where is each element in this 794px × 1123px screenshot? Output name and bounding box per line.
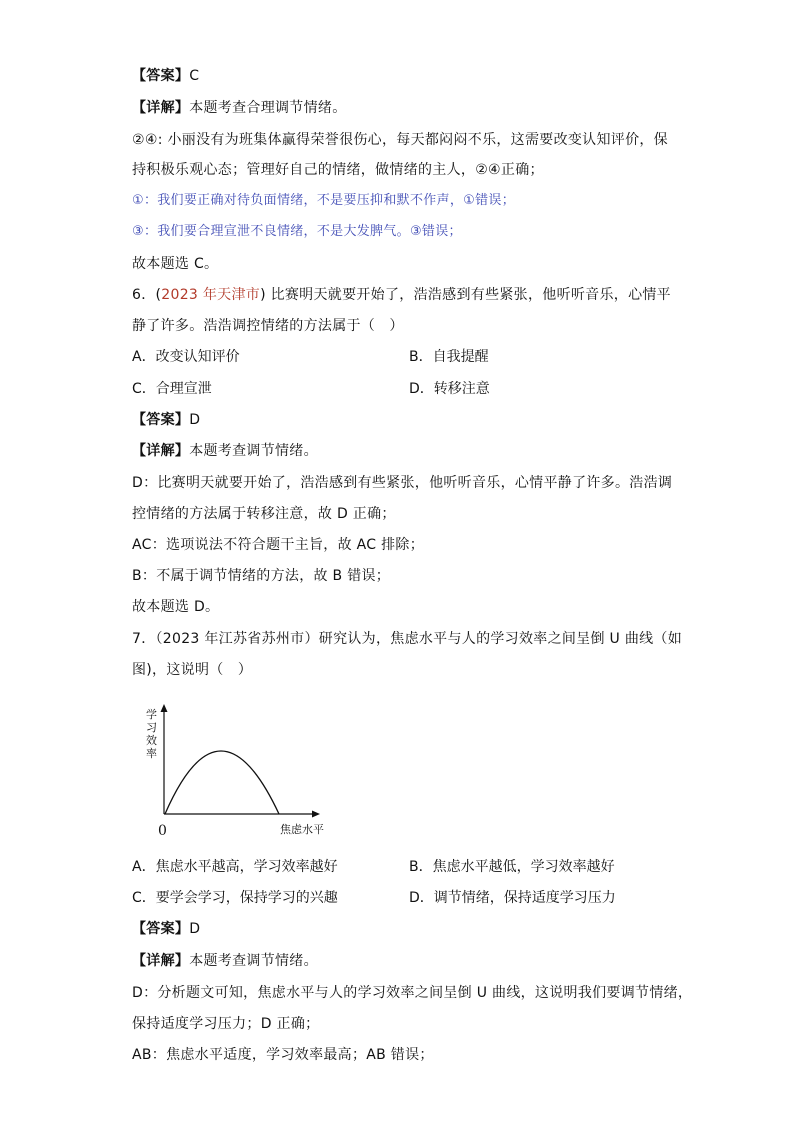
detail-text: AC：选项说法不符合题干主旨，故 AC 排除； — [132, 537, 425, 553]
option-a: A．改变认知评价 — [132, 349, 240, 365]
y-axis-arrow — [161, 704, 168, 712]
detail-text: D：分析题文可知，焦虑水平与人的学习效率之间呈倒 U 曲线，这说明我们要调节情绪， — [132, 985, 693, 1001]
question-stem-text: 7．（2023 年江苏省苏州市）研究认为，焦虑水平与人的学习效率之间呈倒 U 曲线（如 — [132, 631, 683, 647]
detail-label: 【详解】 — [132, 100, 190, 116]
y-axis-label-char: 习 — [146, 721, 157, 734]
detail-intro: 本题考查合理调节情绪。 — [189, 100, 347, 116]
origin-label: 0 — [158, 823, 167, 839]
answer-label: 【答案】 — [132, 412, 190, 428]
curve-line — [165, 751, 279, 814]
answer-label: 【答案】 — [132, 921, 190, 937]
question-stem-text: 图)，这说明（ ） — [132, 662, 253, 678]
detail-text: AB：焦虑水平适度，学习效率最高；AB 错误； — [132, 1047, 434, 1063]
figure-svg — [142, 702, 342, 842]
answer-value: C — [189, 68, 200, 84]
detail-label: 【详解】 — [132, 443, 190, 459]
question-stem-text: ) 比赛明天就要开始了，浩浩感到有些紧张，他听听音乐，心情平 — [260, 287, 671, 303]
question-source: 2023 年天津市 — [161, 287, 261, 303]
detail-text: 控情绪的方法属于转移注意，故 D 正确； — [132, 506, 396, 522]
option-b: B．自我提醒 — [409, 349, 489, 365]
detail-text: 持积极乐观心态；管理好自己的情绪，做情绪的主人，②④正确； — [132, 162, 544, 178]
detail-note: ③：我们要合理宣泄不良情绪，不是大发脾气。③错误； — [132, 224, 462, 239]
answer-value: D — [189, 412, 201, 428]
answer-line — [132, 66, 199, 86]
detail-text: B：不属于调节情绪的方法，故 B 错误； — [132, 568, 391, 584]
detail-intro: 本题考查调节情绪。 — [189, 953, 318, 969]
conclusion: 故本题选 C。 — [132, 256, 219, 272]
detail-line — [132, 951, 318, 971]
detail-label: 【详解】 — [132, 953, 190, 969]
y-axis-label-char: 学 — [146, 708, 157, 721]
answer-label: 【答案】 — [132, 68, 190, 84]
option-d: D．调节情绪，保持适度学习压力 — [409, 890, 616, 906]
option-d: D．转移注意 — [409, 381, 490, 397]
answer-value: D — [189, 921, 201, 937]
option-a: A．焦虑水平越高，学习效率越好 — [132, 859, 338, 875]
detail-note: ①：我们要正确对待负面情绪，不是要压抑和默不作声，①错误； — [132, 193, 516, 208]
y-axis-label-char: 效 — [146, 734, 157, 747]
option-c: C．合理宣泄 — [132, 381, 212, 397]
conclusion: 故本题选 D。 — [132, 599, 220, 615]
question-stem — [132, 285, 671, 305]
detail-text: 保持适度学习压力；D 正确； — [132, 1016, 320, 1032]
detail-line — [132, 98, 347, 118]
y-axis-label-char: 率 — [146, 747, 157, 760]
question-stem-text: 静了许多。浩浩调控情绪的方法属于（ ） — [132, 318, 404, 334]
answer-line — [132, 919, 200, 939]
detail-intro: 本题考查调节情绪。 — [189, 443, 318, 459]
detail-text: D：比赛明天就要开始了，浩浩感到有些紧张，他听听音乐，心情平静了许多。浩浩调 — [132, 475, 673, 491]
x-axis-arrow — [312, 811, 320, 818]
detail-text: ②④: 小丽没有为班集体赢得荣誉很伤心，每天都闷闷不乐，这需要改变认知评价，保 — [132, 132, 668, 148]
option-c: C．要学会学习，保持学习的兴趣 — [132, 890, 338, 906]
x-axis-label: 焦虑水平 — [280, 823, 324, 836]
inverted-u-figure — [142, 702, 342, 842]
question-number: 6．( — [132, 287, 162, 303]
detail-line — [132, 441, 318, 461]
option-b: B．焦虑水平越低，学习效率越好 — [409, 859, 615, 875]
answer-line — [132, 410, 200, 430]
